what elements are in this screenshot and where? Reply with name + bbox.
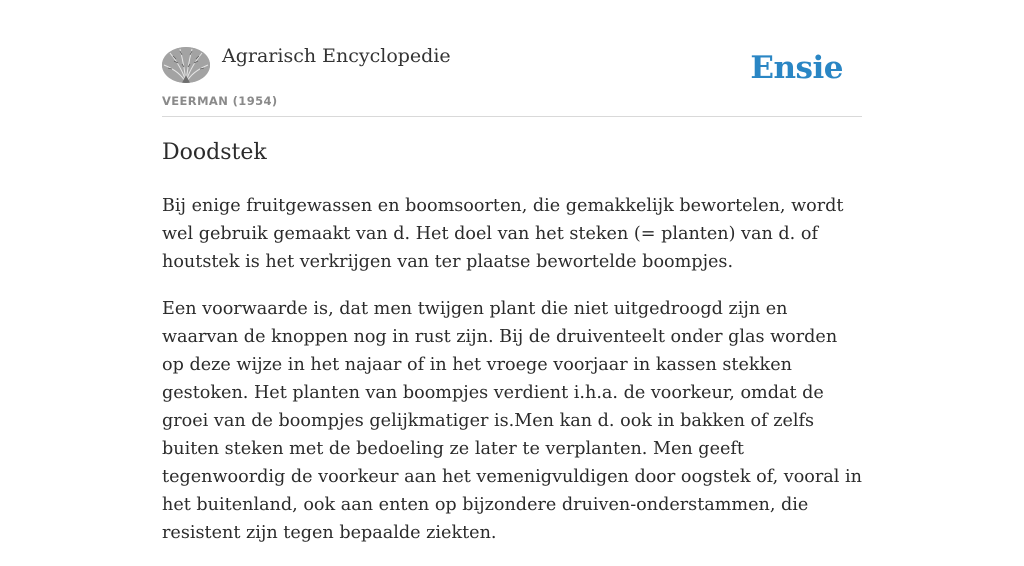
- entry-paragraph: Een voorwaarde is, dat men twijgen plant die niet uitgedroogd zijn en waarvan de knoppen nog in rust zijn. Bij de druiventeelt onder glas worden op deze wijze in het najaar of in het vroege voorjaar in kassen stekken gestoken. Het planten van boompjes verdient i.h.a. de voorkeur, omdat de groei van de boompjes gelijkmatiger is.Men kan d. ook in bakken of zelfs buiten steken met de bedoeling ze later te verplanten. Men geeft tegenwoordig de voorkeur aan het vemenigvuldigen door oogstek of, vooral in het buitenland, ook aan enten op bijzondere druiven-onderstammen, die resistent zijn tegen bepaalde ziekten.: [162, 299, 862, 543]
- brand-logo-link[interactable]: Ensie: [750, 50, 843, 86]
- source-title[interactable]: Agrarisch Encyclopedie: [222, 45, 451, 67]
- entry-paragraph: Bij enige fruitgewassen en boomsoorten, die gemakkelijk bewortelen, wordt wel gebruik gemaakt van d. Het doel van het steken (= planten) van d. of houtstek is het verkrijgen van ter plaatse bewortelde boompjes.: [162, 196, 844, 272]
- entry-title: Doodstek: [162, 140, 267, 165]
- header: [162, 0, 862, 117]
- page: [162, 0, 862, 543]
- entry-body: [162, 192, 862, 566]
- wheat-engraving-icon[interactable]: [162, 47, 210, 83]
- source-meta: VEERMAN (1954): [162, 94, 278, 108]
